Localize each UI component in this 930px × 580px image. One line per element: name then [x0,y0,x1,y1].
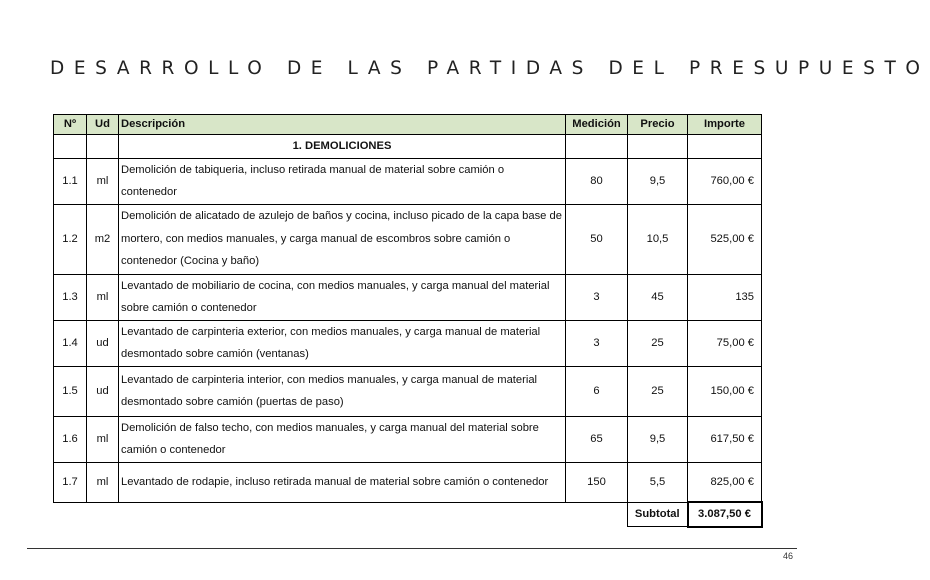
table-row [54,366,762,416]
col-header-importe: Importe [688,115,762,135]
row-importe: 525,00 € [688,204,762,274]
table-row [54,158,762,204]
row-precio: 10,5 [628,204,688,274]
table-row [54,204,762,274]
row-precio: 45 [628,274,688,320]
row-medicion: 65 [566,416,628,462]
row-desc: Demolición de falso techo, con medios manuales, y carga manual del material sobre camión o contenedor [119,416,566,462]
row-medicion: 6 [566,366,628,416]
row-precio: 9,5 [628,416,688,462]
row-num: 1.3 [54,274,87,320]
row-ud: ml [87,158,119,204]
row-num: 1.4 [54,320,87,366]
row-desc: Demolición de alicatado de azulejo de baños y cocina, incluso picado de la capa base de mortero, con medios manuales, y carga manual de escombros sobre camión o contenedor (Cocina y baño) [119,204,566,274]
row-num: 1.5 [54,366,87,416]
row-importe: 150,00 € [688,366,762,416]
row-importe: 75,00 € [688,320,762,366]
row-num: 1.6 [54,416,87,462]
table-row [54,462,762,502]
subtotal-row [54,502,762,527]
row-ud: m2 [87,204,119,274]
section-empty-cell [87,135,119,159]
page-title: DESARROLLO DE LAS PARTIDAS DEL PRESUPUESTO [50,58,930,79]
table-row [54,320,762,366]
col-header-precio: Precio [628,115,688,135]
section-empty-cell [54,135,87,159]
subtotal-spacer [119,502,566,527]
row-desc: Levantado de rodapie, incluso retirada manual de material sobre camión o contenedor [119,462,566,502]
row-ud: ml [87,462,119,502]
row-importe: 617,50 € [688,416,762,462]
section-empty-cell [688,135,762,159]
row-ud: ml [87,416,119,462]
budget-table [53,114,763,528]
row-ud: ud [87,320,119,366]
col-header-medicion: Medición [566,115,628,135]
row-ud: ud [87,366,119,416]
subtotal-label: Subtotal [628,502,688,527]
subtotal-spacer [87,502,119,527]
row-num: 1.1 [54,158,87,204]
table-header-row [54,115,762,135]
page-number: 46 [783,551,794,561]
row-desc: Levantado de carpinteria exterior, con medios manuales, y carga manual de material desmontado sobre camión (ventanas) [119,320,566,366]
row-desc: Levantado de carpinteria interior, con medios manuales, y carga manual de material desmontado sobre camión (puertas de paso) [119,366,566,416]
row-desc: Levantado de mobiliario de cocina, con medios manuales, y carga manual del material sobre camión o contenedor [119,274,566,320]
subtotal-spacer [566,502,628,527]
section-empty-cell [628,135,688,159]
col-header-ud: Ud [87,115,119,135]
table-row [54,416,762,462]
section-row [54,135,762,159]
row-num: 1.7 [54,462,87,502]
row-precio: 5,5 [628,462,688,502]
row-precio: 9,5 [628,158,688,204]
row-importe: 825,00 € [688,462,762,502]
row-ud: ml [87,274,119,320]
col-header-num: Nº [54,115,87,135]
col-header-desc: Descripción [119,115,566,135]
subtotal-spacer [54,502,87,527]
section-empty-cell [566,135,628,159]
row-medicion: 50 [566,204,628,274]
row-precio: 25 [628,366,688,416]
section-title: 1. DEMOLICIONES [119,135,566,159]
row-desc: Demolición de tabiqueria, incluso retirada manual de material sobre camión o contenedor [119,158,566,204]
row-medicion: 3 [566,274,628,320]
row-precio: 25 [628,320,688,366]
row-medicion: 150 [566,462,628,502]
footer-divider [27,548,797,549]
table-row [54,274,762,320]
row-num: 1.2 [54,204,87,274]
row-importe: 760,00 € [688,158,762,204]
subtotal-value: 3.087,50 € [688,502,762,527]
row-importe: 135 [688,274,762,320]
row-medicion: 80 [566,158,628,204]
row-medicion: 3 [566,320,628,366]
